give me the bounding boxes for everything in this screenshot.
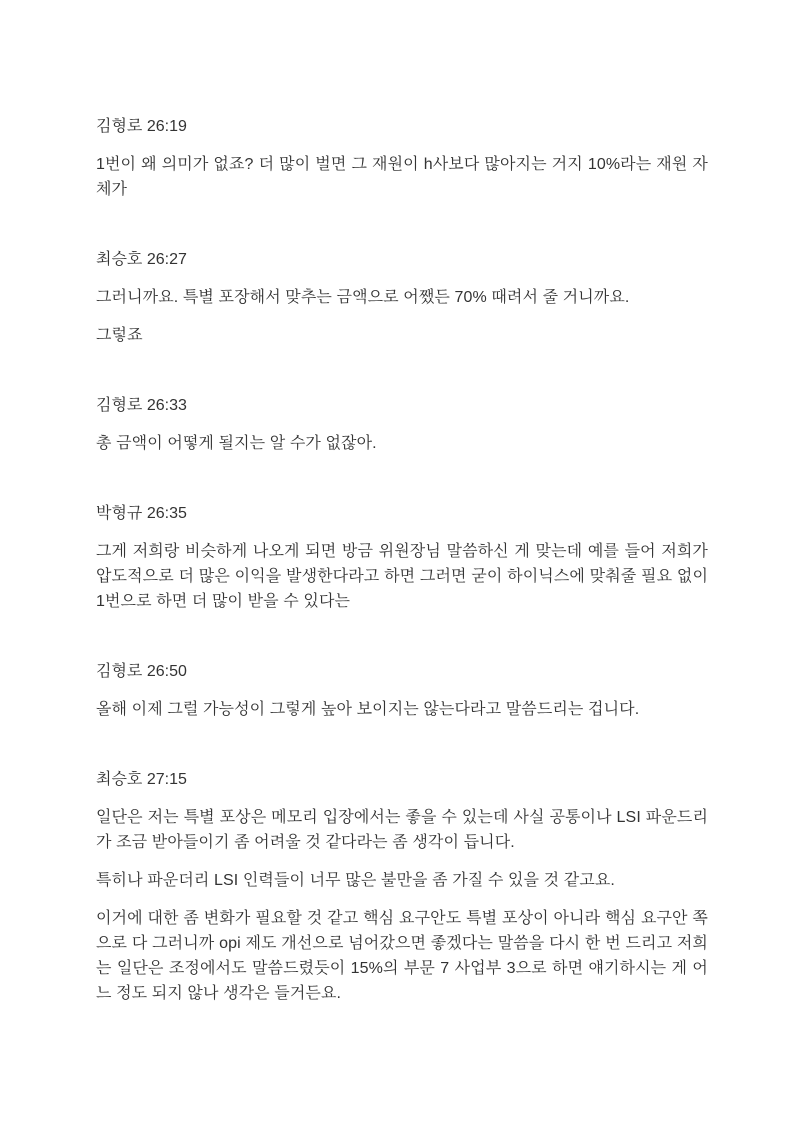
message-paragraph: 그게 저희랑 비슷하게 나오게 되면 방금 위원장님 말씀하신 게 맞는데 예를 들어 저희가 압도적으로 더 많은 이익을 발생한다라고 하면 그러면 굳이 하이닉스에 맞춰줄 필요 없이 1번으로 하면 더 많이 받을 수 있다는 — [96, 543, 708, 610]
speaker-name: 최승호 — [96, 251, 143, 268]
transcript-message — [96, 247, 708, 348]
transcript-message — [96, 659, 708, 722]
message-paragraph: 올해 이제 그럴 가능성이 그렇게 높아 보이지는 않는다라고 말씀드리는 겁니다. — [96, 701, 640, 718]
speaker-name: 박형규 — [96, 505, 143, 522]
message-paragraph: 그러니까요. 특별 포장해서 맞추는 금액으로 어쨌든 70% 때려서 줄 거니까요. — [96, 289, 630, 306]
message-header — [96, 767, 708, 792]
timestamp: 26:35 — [146, 505, 187, 522]
message-paragraph: 이거에 대한 좀 변화가 필요할 것 같고 핵심 요구안도 특별 포상이 아니라 핵심 요구안 쪽으로 다 그러니까 opi 제도 개선으로 넘어갔으면 좋겠다는 말씀을 다시 한 번 드리고 저희는 일단은 조정에서도 말씀드렸듯이 15%의 부문 7 사업부 3으로 하면 얘기하시는 게 어느 정도 되지 않나 생각은 들거든요. — [96, 910, 708, 1002]
transcript-message — [96, 114, 708, 202]
transcript-message — [96, 501, 708, 614]
message-paragraph: 일단은 저는 특별 포상은 메모리 입장에서는 좋을 수 있는데 사실 공통이나 LSI 파운드리가 조금 받아들이기 좀 어려울 것 같다라는 좀 생각이 듭니다. — [96, 809, 708, 851]
timestamp: 26:19 — [146, 118, 187, 135]
message-header — [96, 501, 708, 526]
speaker-name: 김형로 — [96, 663, 143, 680]
message-paragraph: 특히나 파운더리 LSI 인력들이 너무 많은 불만을 좀 가질 수 있을 것 같고요. — [96, 872, 615, 889]
message-paragraph: 1번이 왜 의미가 없죠? 더 많이 벌면 그 재원이 h사보다 많아지는 거지 10%라는 재원 자체가 — [96, 156, 708, 198]
message-paragraph: 그렇죠 — [96, 327, 143, 344]
message-header — [96, 247, 708, 272]
transcript-message — [96, 393, 708, 456]
speaker-name: 김형로 — [96, 397, 143, 414]
speaker-name: 최승호 — [96, 771, 143, 788]
message-header — [96, 659, 708, 684]
timestamp: 27:15 — [146, 771, 187, 788]
message-header — [96, 393, 708, 418]
message-paragraph: 총 금액이 어떻게 될지는 알 수가 없잖아. — [96, 435, 377, 452]
message-header — [96, 114, 708, 139]
speaker-name: 김형로 — [96, 118, 143, 135]
transcript-message — [96, 767, 708, 1006]
timestamp: 26:27 — [146, 251, 187, 268]
timestamp: 26:33 — [146, 397, 187, 414]
timestamp: 26:50 — [146, 663, 187, 680]
